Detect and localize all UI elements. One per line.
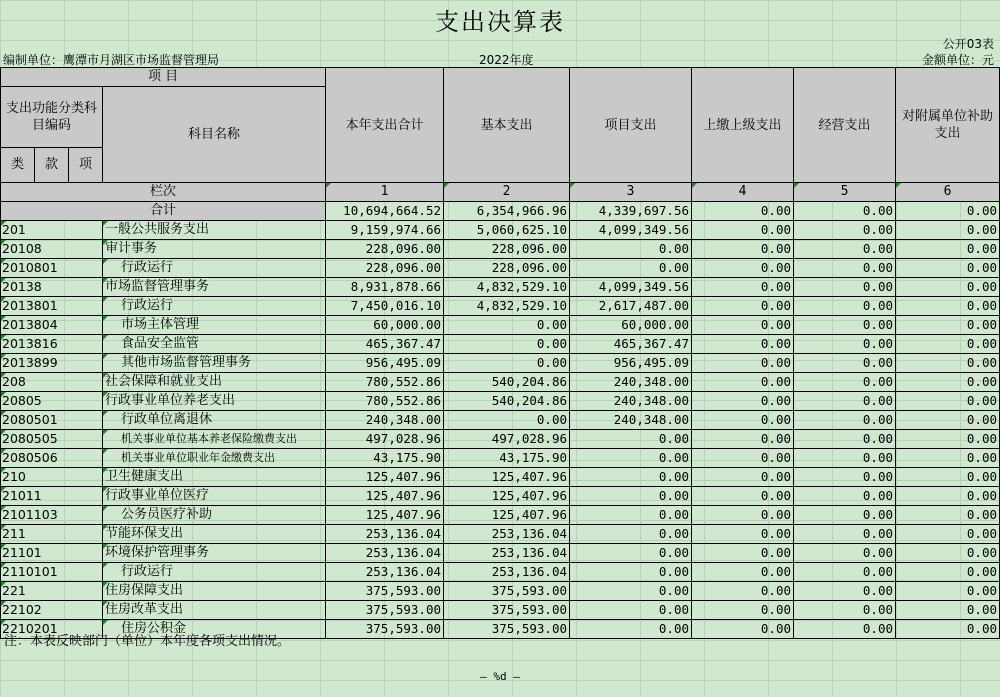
subject-name: 社会保障和就业支出 [103, 373, 326, 392]
subject-code: 20138 [1, 278, 103, 297]
amount-cell: 956,495.09 [326, 354, 444, 373]
table-row [1, 259, 1000, 278]
amount-cell: 0.00 [570, 563, 692, 582]
amount-cell: 0.00 [444, 316, 570, 335]
amount-cell: 125,407.96 [444, 487, 570, 506]
amount-cell: 125,407.96 [444, 506, 570, 525]
subject-code: 2010801 [1, 259, 103, 278]
subject-name: 审计事务 [103, 240, 326, 259]
amount-cell: 0.00 [692, 582, 794, 601]
total-value: 0.00 [794, 202, 896, 221]
table-row [1, 240, 1000, 259]
amount-cell: 7,450,016.10 [326, 297, 444, 316]
amount-cell: 0.00 [692, 278, 794, 297]
amount-cell: 0.00 [794, 525, 896, 544]
col-header: 基本支出 [444, 68, 570, 183]
amount-cell: 0.00 [896, 316, 1000, 335]
subject-code: 2110101 [1, 563, 103, 582]
subject-name: 机关事业单位基本养老保险缴费支出 [103, 430, 326, 449]
total-label: 合计 [1, 202, 326, 221]
amount-cell: 0.00 [896, 335, 1000, 354]
amount-cell: 0.00 [794, 487, 896, 506]
table-row [1, 335, 1000, 354]
subject-name-header: 科目名称 [103, 87, 326, 183]
amount-cell: 0.00 [896, 297, 1000, 316]
subject-name: 机关事业单位职业年金缴费支出 [103, 449, 326, 468]
table-row [1, 563, 1000, 582]
amount-cell: 0.00 [692, 468, 794, 487]
amount-cell: 0.00 [896, 449, 1000, 468]
subject-name: 住房改革支出 [103, 601, 326, 620]
amount-cell: 0.00 [896, 411, 1000, 430]
amount-cell: 43,175.90 [326, 449, 444, 468]
amount-cell: 0.00 [794, 221, 896, 240]
amount-cell: 228,096.00 [326, 240, 444, 259]
amount-cell: 0.00 [896, 601, 1000, 620]
amount-cell: 0.00 [896, 373, 1000, 392]
amount-cell: 0.00 [794, 373, 896, 392]
subject-code: 20805 [1, 392, 103, 411]
amount-cell: 0.00 [794, 240, 896, 259]
amount-cell: 0.00 [896, 487, 1000, 506]
amount-cell: 0.00 [692, 449, 794, 468]
amount-cell: 0.00 [570, 468, 692, 487]
amount-cell: 0.00 [692, 259, 794, 278]
amount-cell: 0.00 [896, 430, 1000, 449]
expenditure-table [0, 67, 1000, 639]
table-row [1, 544, 1000, 563]
subject-name: 市场主体管理 [103, 316, 326, 335]
amount-cell: 228,096.00 [444, 240, 570, 259]
amount-cell: 0.00 [692, 544, 794, 563]
amount-cell: 125,407.96 [326, 487, 444, 506]
subject-name: 其他市场监督管理事务 [103, 354, 326, 373]
amount-cell: 0.00 [692, 335, 794, 354]
amount-cell: 0.00 [570, 240, 692, 259]
amount-cell: 0.00 [692, 373, 794, 392]
item-header: 项 目 [1, 68, 326, 87]
amount-cell: 43,175.90 [444, 449, 570, 468]
subject-code: 2013899 [1, 354, 103, 373]
amount-cell: 125,407.96 [326, 506, 444, 525]
amount-cell: 4,832,529.10 [444, 278, 570, 297]
subject-code: 2013801 [1, 297, 103, 316]
xiang-header: 项 [69, 148, 103, 183]
amount-cell: 0.00 [570, 582, 692, 601]
amount-cell: 497,028.96 [444, 430, 570, 449]
total-value: 10,694,664.52 [326, 202, 444, 221]
amount-cell: 0.00 [570, 601, 692, 620]
table-row [1, 354, 1000, 373]
subject-name: 行政事业单位养老支出 [103, 392, 326, 411]
total-row [1, 202, 1000, 221]
table-row [1, 582, 1000, 601]
table-row [1, 297, 1000, 316]
subject-name: 市场监督管理事务 [103, 278, 326, 297]
amount-cell: 375,593.00 [326, 620, 444, 639]
amount-cell: 0.00 [896, 544, 1000, 563]
page-title: 支出决算表 [435, 8, 565, 36]
table-row [1, 487, 1000, 506]
amount-cell: 0.00 [896, 240, 1000, 259]
table-note: 注：本表反映部门（单位）本年度各项支出情况。 [4, 634, 291, 649]
subject-code: 2013816 [1, 335, 103, 354]
amount-cell: 780,552.86 [326, 373, 444, 392]
amount-cell: 0.00 [794, 620, 896, 639]
column-number: 4 [692, 183, 794, 202]
amount-cell: 0.00 [794, 430, 896, 449]
amount-cell: 240,348.00 [326, 411, 444, 430]
amount-cell: 956,495.09 [570, 354, 692, 373]
col-header: 对附属单位补助支出 [896, 68, 1000, 183]
subject-code: 2080501 [1, 411, 103, 430]
col-header: 本年支出合计 [326, 68, 444, 183]
amount-cell: 9,159,974.66 [326, 221, 444, 240]
amount-cell: 8,931,878.66 [326, 278, 444, 297]
amount-cell: 0.00 [896, 221, 1000, 240]
amount-cell: 0.00 [570, 506, 692, 525]
col-header: 项目支出 [570, 68, 692, 183]
amount-cell: 0.00 [896, 563, 1000, 582]
amount-cell: 4,832,529.10 [444, 297, 570, 316]
table-row [1, 506, 1000, 525]
lei-header: 类 [1, 148, 35, 183]
kuan-header: 款 [35, 148, 69, 183]
subject-code: 211 [1, 525, 103, 544]
subject-code: 208 [1, 373, 103, 392]
table-row [1, 449, 1000, 468]
amount-cell: 0.00 [692, 221, 794, 240]
subject-code: 2210201 [1, 620, 103, 639]
amount-cell: 0.00 [794, 316, 896, 335]
amount-cell: 4,099,349.56 [570, 278, 692, 297]
amount-cell: 253,136.04 [326, 563, 444, 582]
column-number: 5 [794, 183, 896, 202]
subject-name: 行政单位离退休 [103, 411, 326, 430]
amount-cell: 497,028.96 [326, 430, 444, 449]
amount-cell: 465,367.47 [570, 335, 692, 354]
subject-name: 食品安全监管 [103, 335, 326, 354]
amount-cell: 5,060,625.10 [444, 221, 570, 240]
amount-cell: 125,407.96 [444, 468, 570, 487]
subject-name: 卫生健康支出 [103, 468, 326, 487]
col-header: 经营支出 [794, 68, 896, 183]
amount-cell: 0.00 [692, 563, 794, 582]
amount-cell: 0.00 [794, 563, 896, 582]
amount-cell: 240,348.00 [570, 373, 692, 392]
amount-cell: 375,593.00 [444, 601, 570, 620]
amount-cell: 253,136.04 [444, 525, 570, 544]
amount-cell: 228,096.00 [444, 259, 570, 278]
table-row [1, 373, 1000, 392]
amount-cell: 0.00 [794, 392, 896, 411]
amount-cell: 0.00 [570, 487, 692, 506]
amount-cell: 0.00 [570, 259, 692, 278]
amount-cell: 780,552.86 [326, 392, 444, 411]
amount-cell: 0.00 [794, 582, 896, 601]
subject-name: 一般公共服务支出 [103, 221, 326, 240]
amount-cell: 253,136.04 [326, 544, 444, 563]
table-row [1, 411, 1000, 430]
subject-code: 2080506 [1, 449, 103, 468]
subject-name: 行政事业单位医疗 [103, 487, 326, 506]
row-label-header: 栏次 [1, 183, 326, 202]
amount-cell: 240,348.00 [570, 411, 692, 430]
table-row [1, 430, 1000, 449]
amount-cell: 2,617,487.00 [570, 297, 692, 316]
amount-cell: 0.00 [444, 411, 570, 430]
form-number: 公开03表 [942, 37, 994, 51]
amount-cell: 0.00 [794, 411, 896, 430]
amount-cell: 0.00 [794, 544, 896, 563]
subject-code: 2013804 [1, 316, 103, 335]
amount-cell: 0.00 [692, 392, 794, 411]
amount-cell: 0.00 [896, 392, 1000, 411]
amount-cell: 0.00 [794, 449, 896, 468]
subject-code: 2080505 [1, 430, 103, 449]
amount-cell: 0.00 [692, 411, 794, 430]
amount-cell: 0.00 [896, 354, 1000, 373]
amount-cell: 0.00 [896, 278, 1000, 297]
currency-unit: 金额单位：元 [921, 53, 994, 67]
column-number: 6 [896, 183, 1000, 202]
amount-cell: 0.00 [896, 582, 1000, 601]
subject-name: 行政运行 [103, 297, 326, 316]
subject-code: 20108 [1, 240, 103, 259]
amount-cell: 375,593.00 [326, 601, 444, 620]
col-header: 上缴上级支出 [692, 68, 794, 183]
amount-cell: 0.00 [570, 544, 692, 563]
amount-cell: 540,204.86 [444, 392, 570, 411]
amount-cell: 540,204.86 [444, 373, 570, 392]
subject-code: 201 [1, 221, 103, 240]
amount-cell: 0.00 [570, 620, 692, 639]
amount-cell: 375,593.00 [326, 582, 444, 601]
amount-cell: 0.00 [692, 297, 794, 316]
amount-cell: 0.00 [570, 525, 692, 544]
subject-code: 210 [1, 468, 103, 487]
amount-cell: 0.00 [896, 506, 1000, 525]
subject-code: 2101103 [1, 506, 103, 525]
subject-code: 21101 [1, 544, 103, 563]
amount-cell: 0.00 [444, 335, 570, 354]
table-row [1, 278, 1000, 297]
subject-name: 节能环保支出 [103, 525, 326, 544]
table-row [1, 221, 1000, 240]
amount-cell: 4,099,349.56 [570, 221, 692, 240]
table-row [1, 601, 1000, 620]
amount-cell: 465,367.47 [326, 335, 444, 354]
amount-cell: 253,136.04 [326, 525, 444, 544]
amount-cell: 0.00 [794, 259, 896, 278]
subject-code: 21011 [1, 487, 103, 506]
column-number: 3 [570, 183, 692, 202]
subject-name: 行政运行 [103, 563, 326, 582]
amount-cell: 375,593.00 [444, 620, 570, 639]
subject-name: 环境保护管理事务 [103, 544, 326, 563]
amount-cell: 0.00 [794, 297, 896, 316]
amount-cell: 0.00 [692, 487, 794, 506]
amount-cell: 0.00 [794, 506, 896, 525]
amount-cell: 0.00 [692, 506, 794, 525]
amount-cell: 0.00 [444, 354, 570, 373]
amount-cell: 0.00 [794, 601, 896, 620]
amount-cell: 0.00 [692, 620, 794, 639]
total-value: 0.00 [692, 202, 794, 221]
amount-cell: 0.00 [692, 430, 794, 449]
amount-cell: 0.00 [794, 468, 896, 487]
table-row [1, 468, 1000, 487]
subject-name: 公务员医疗补助 [103, 506, 326, 525]
fiscal-year: 2022年度 [479, 53, 534, 67]
subject-name: 住房公积金 [103, 620, 326, 639]
amount-cell: 0.00 [896, 259, 1000, 278]
subject-code: 22102 [1, 601, 103, 620]
amount-cell: 228,096.00 [326, 259, 444, 278]
subject-code: 221 [1, 582, 103, 601]
amount-cell: 253,136.04 [444, 563, 570, 582]
amount-cell: 0.00 [692, 354, 794, 373]
amount-cell: 253,136.04 [444, 544, 570, 563]
amount-cell: 125,407.96 [326, 468, 444, 487]
amount-cell: 60,000.00 [326, 316, 444, 335]
amount-cell: 0.00 [692, 601, 794, 620]
amount-cell: 0.00 [896, 468, 1000, 487]
total-value: 6,354,966.96 [444, 202, 570, 221]
table-row [1, 316, 1000, 335]
amount-cell: 0.00 [896, 525, 1000, 544]
code-group-header: 支出功能分类科目编码 [1, 87, 103, 148]
amount-cell: 0.00 [570, 449, 692, 468]
amount-cell: 0.00 [896, 620, 1000, 639]
amount-cell: 0.00 [692, 240, 794, 259]
subject-name: 住房保障支出 [103, 582, 326, 601]
amount-cell: 0.00 [794, 278, 896, 297]
column-number: 2 [444, 183, 570, 202]
amount-cell: 240,348.00 [570, 392, 692, 411]
amount-cell: 0.00 [794, 354, 896, 373]
table-row [1, 392, 1000, 411]
column-number: 1 [326, 183, 444, 202]
amount-cell: 0.00 [692, 316, 794, 335]
page-number: — %d — [480, 670, 520, 683]
subject-name: 行政运行 [103, 259, 326, 278]
amount-cell: 0.00 [570, 430, 692, 449]
amount-cell: 375,593.00 [444, 582, 570, 601]
total-value: 4,339,697.56 [570, 202, 692, 221]
amount-cell: 0.00 [794, 335, 896, 354]
org-unit: 编制单位：鹰潭市月湖区市场监督管理局 [3, 53, 220, 67]
total-value: 0.00 [896, 202, 1000, 221]
amount-cell: 60,000.00 [570, 316, 692, 335]
table-row [1, 525, 1000, 544]
amount-cell: 0.00 [692, 525, 794, 544]
